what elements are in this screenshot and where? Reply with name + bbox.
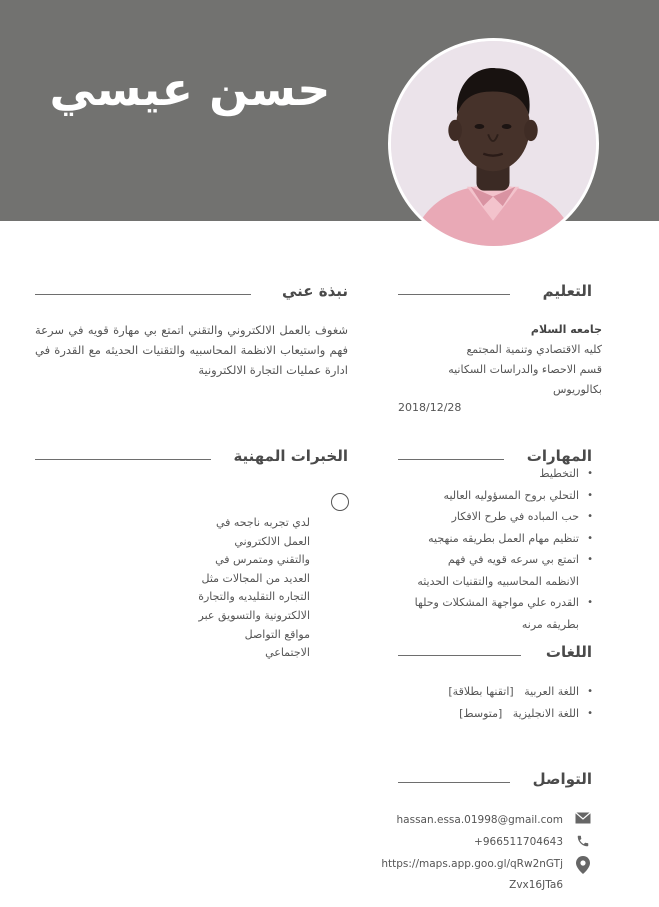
education-department: قسم الاحصاء والدراسات السكانيه [448, 363, 602, 376]
about-divider [35, 294, 251, 295]
envelope-icon [573, 812, 593, 824]
skills-heading: المهارات [526, 447, 592, 465]
contact-divider [398, 782, 510, 783]
experience-heading: الخبرات المهنية [233, 447, 348, 465]
skill-item: • القدره علي مواجهة المشكلات وحلها بطريقه مرنه [363, 592, 593, 635]
contact-location[interactable] [373, 854, 563, 896]
map-pin-icon [573, 856, 593, 874]
about-heading: نبذة عني [281, 282, 348, 300]
experience-line: لدي تجربه ناجحه في [215, 516, 310, 529]
skill-item: • تنظيم مهام العمل بطريقه منهجيه [363, 528, 593, 550]
education-block [342, 320, 602, 400]
contact-location-line2: Zvx16JTa6 [509, 879, 563, 891]
experience-line: العديد من المجالات مثل [201, 571, 310, 585]
contact-email[interactable]: hassan.essa.01998@gmail.com [396, 814, 563, 826]
experience-line: التجاره التقليديه والتجارة [198, 590, 310, 604]
experience-line: العمل الالكتروني [234, 534, 310, 548]
profile-photo [388, 38, 599, 249]
skill-item: • التحلي بروح المسؤوليه العاليه [363, 485, 593, 507]
circle-bullet-icon [331, 493, 349, 511]
skill-item: • حب المباده في طرح الافكار [363, 506, 593, 528]
experience-line: والتقني ومتمرس في [215, 553, 310, 567]
phone-icon [573, 834, 593, 848]
education-university: جامعه السلام [530, 323, 602, 336]
education-date: 2018/12/28 [398, 401, 462, 414]
education-faculty: كليه الاقتصادي وتنمية المجتمع [466, 343, 602, 356]
experience-line: الالكترونية والتسويق عبر [198, 608, 310, 622]
contact-location-row [373, 854, 593, 896]
skills-divider [398, 459, 504, 460]
profile-name: حسن عيسي [49, 62, 331, 116]
contact-email-row [373, 810, 593, 831]
experience-line: مواقع التواصل [244, 627, 310, 641]
language-item: • اللغة الانجليزية [متوسط] [363, 703, 593, 725]
education-divider [398, 294, 510, 295]
contact-location-line1: https://maps.app.goo.gl/qRw2nGTj [381, 858, 563, 870]
skill-item: • التخطيط [363, 463, 593, 485]
skills-list [363, 463, 593, 635]
contact-heading: التواصل [532, 770, 592, 788]
education-heading: التعليم [542, 282, 592, 300]
languages-divider [398, 655, 521, 656]
experience-line: الاجتماعي [265, 646, 310, 660]
profile-photo-illustration [391, 41, 596, 246]
experience-text [180, 514, 310, 663]
skill-item: • اتمتع بي سرعه قويه في فهم الانظمه المحاسبيه والتقنيات الحديثه [363, 549, 593, 592]
contact-phone[interactable]: +966511704643 [474, 836, 563, 848]
education-degree: بكالوريوس [552, 383, 602, 396]
experience-divider [35, 459, 211, 460]
contact-phone-row [373, 832, 593, 853]
language-item: • اللغة العربية [اتقنها بطلاقة] [363, 681, 593, 703]
languages-list [363, 681, 593, 724]
about-text: شغوف بالعمل الالكتروني والتقني اتمتع بي مهارة قويه في سرعة فهم واستيعاب الانظمة المحاسبيه والتقنيات الحديثه مع القدرة في ادارة عمليات التجارة الالكترونية [35, 323, 348, 377]
languages-heading: اللغات [545, 643, 592, 661]
